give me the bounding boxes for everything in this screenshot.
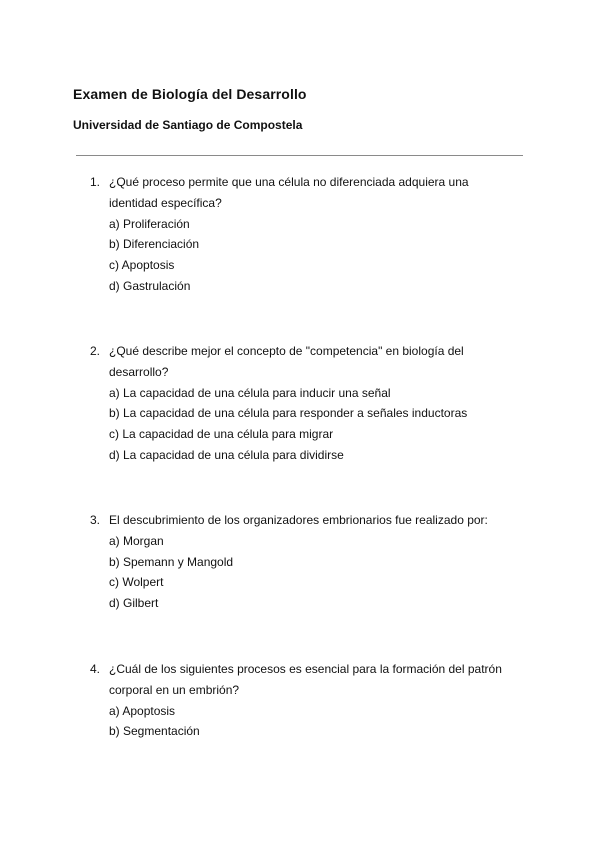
question-number: 1.	[90, 175, 101, 189]
answer-options	[90, 531, 510, 614]
answer-options	[90, 214, 510, 297]
question-number: 3.	[90, 513, 101, 527]
question-number: 4.	[90, 662, 101, 676]
question-2	[90, 341, 510, 466]
question-text: ¿Cuál de los siguientes procesos es esencial para la formación del patrón corporal en un embrión?	[109, 662, 502, 697]
answer-option: d) Gilbert	[109, 596, 159, 611]
question-text: ¿Qué describe mejor el concepto de "competencia" en biología del desarrollo?	[109, 344, 464, 379]
question-number: 2.	[90, 344, 101, 358]
answer-option: a) Apoptosis	[109, 703, 176, 718]
question-3	[90, 510, 510, 614]
page-title: Examen de Biología del Desarrollo	[73, 86, 307, 102]
answer-option: c) Wolpert	[109, 575, 164, 590]
answer-option: b) Diferenciación	[109, 237, 200, 252]
answer-option: c) Apoptosis	[109, 258, 175, 273]
answer-option: a) Proliferación	[109, 216, 190, 231]
answer-options	[90, 701, 510, 743]
answer-options	[90, 383, 510, 466]
answer-option: a) La capacidad de una célula para inducir una señal	[109, 385, 391, 400]
answer-option: b) Spemann y Mangold	[109, 554, 234, 569]
answer-option: b) La capacidad de una célula para responder a señales inductoras	[109, 406, 468, 421]
answer-option: a) Morgan	[109, 533, 164, 548]
question-text: El descubrimiento de los organizadores embrionarios fue realizado por:	[109, 513, 488, 527]
institution-subtitle: Universidad de Santiago de Compostela	[73, 118, 303, 132]
question-text: ¿Qué proceso permite que una célula no diferenciada adquiera una identidad específica?	[109, 175, 469, 210]
answer-option: b) Segmentación	[109, 724, 200, 739]
header-divider	[76, 155, 523, 156]
answer-option: c) La capacidad de una célula para migrar	[109, 427, 334, 442]
question-4	[90, 659, 510, 742]
answer-option: d) La capacidad de una célula para dividirse	[109, 447, 344, 462]
answer-option: d) Gastrulación	[109, 278, 191, 293]
question-1	[90, 172, 510, 297]
